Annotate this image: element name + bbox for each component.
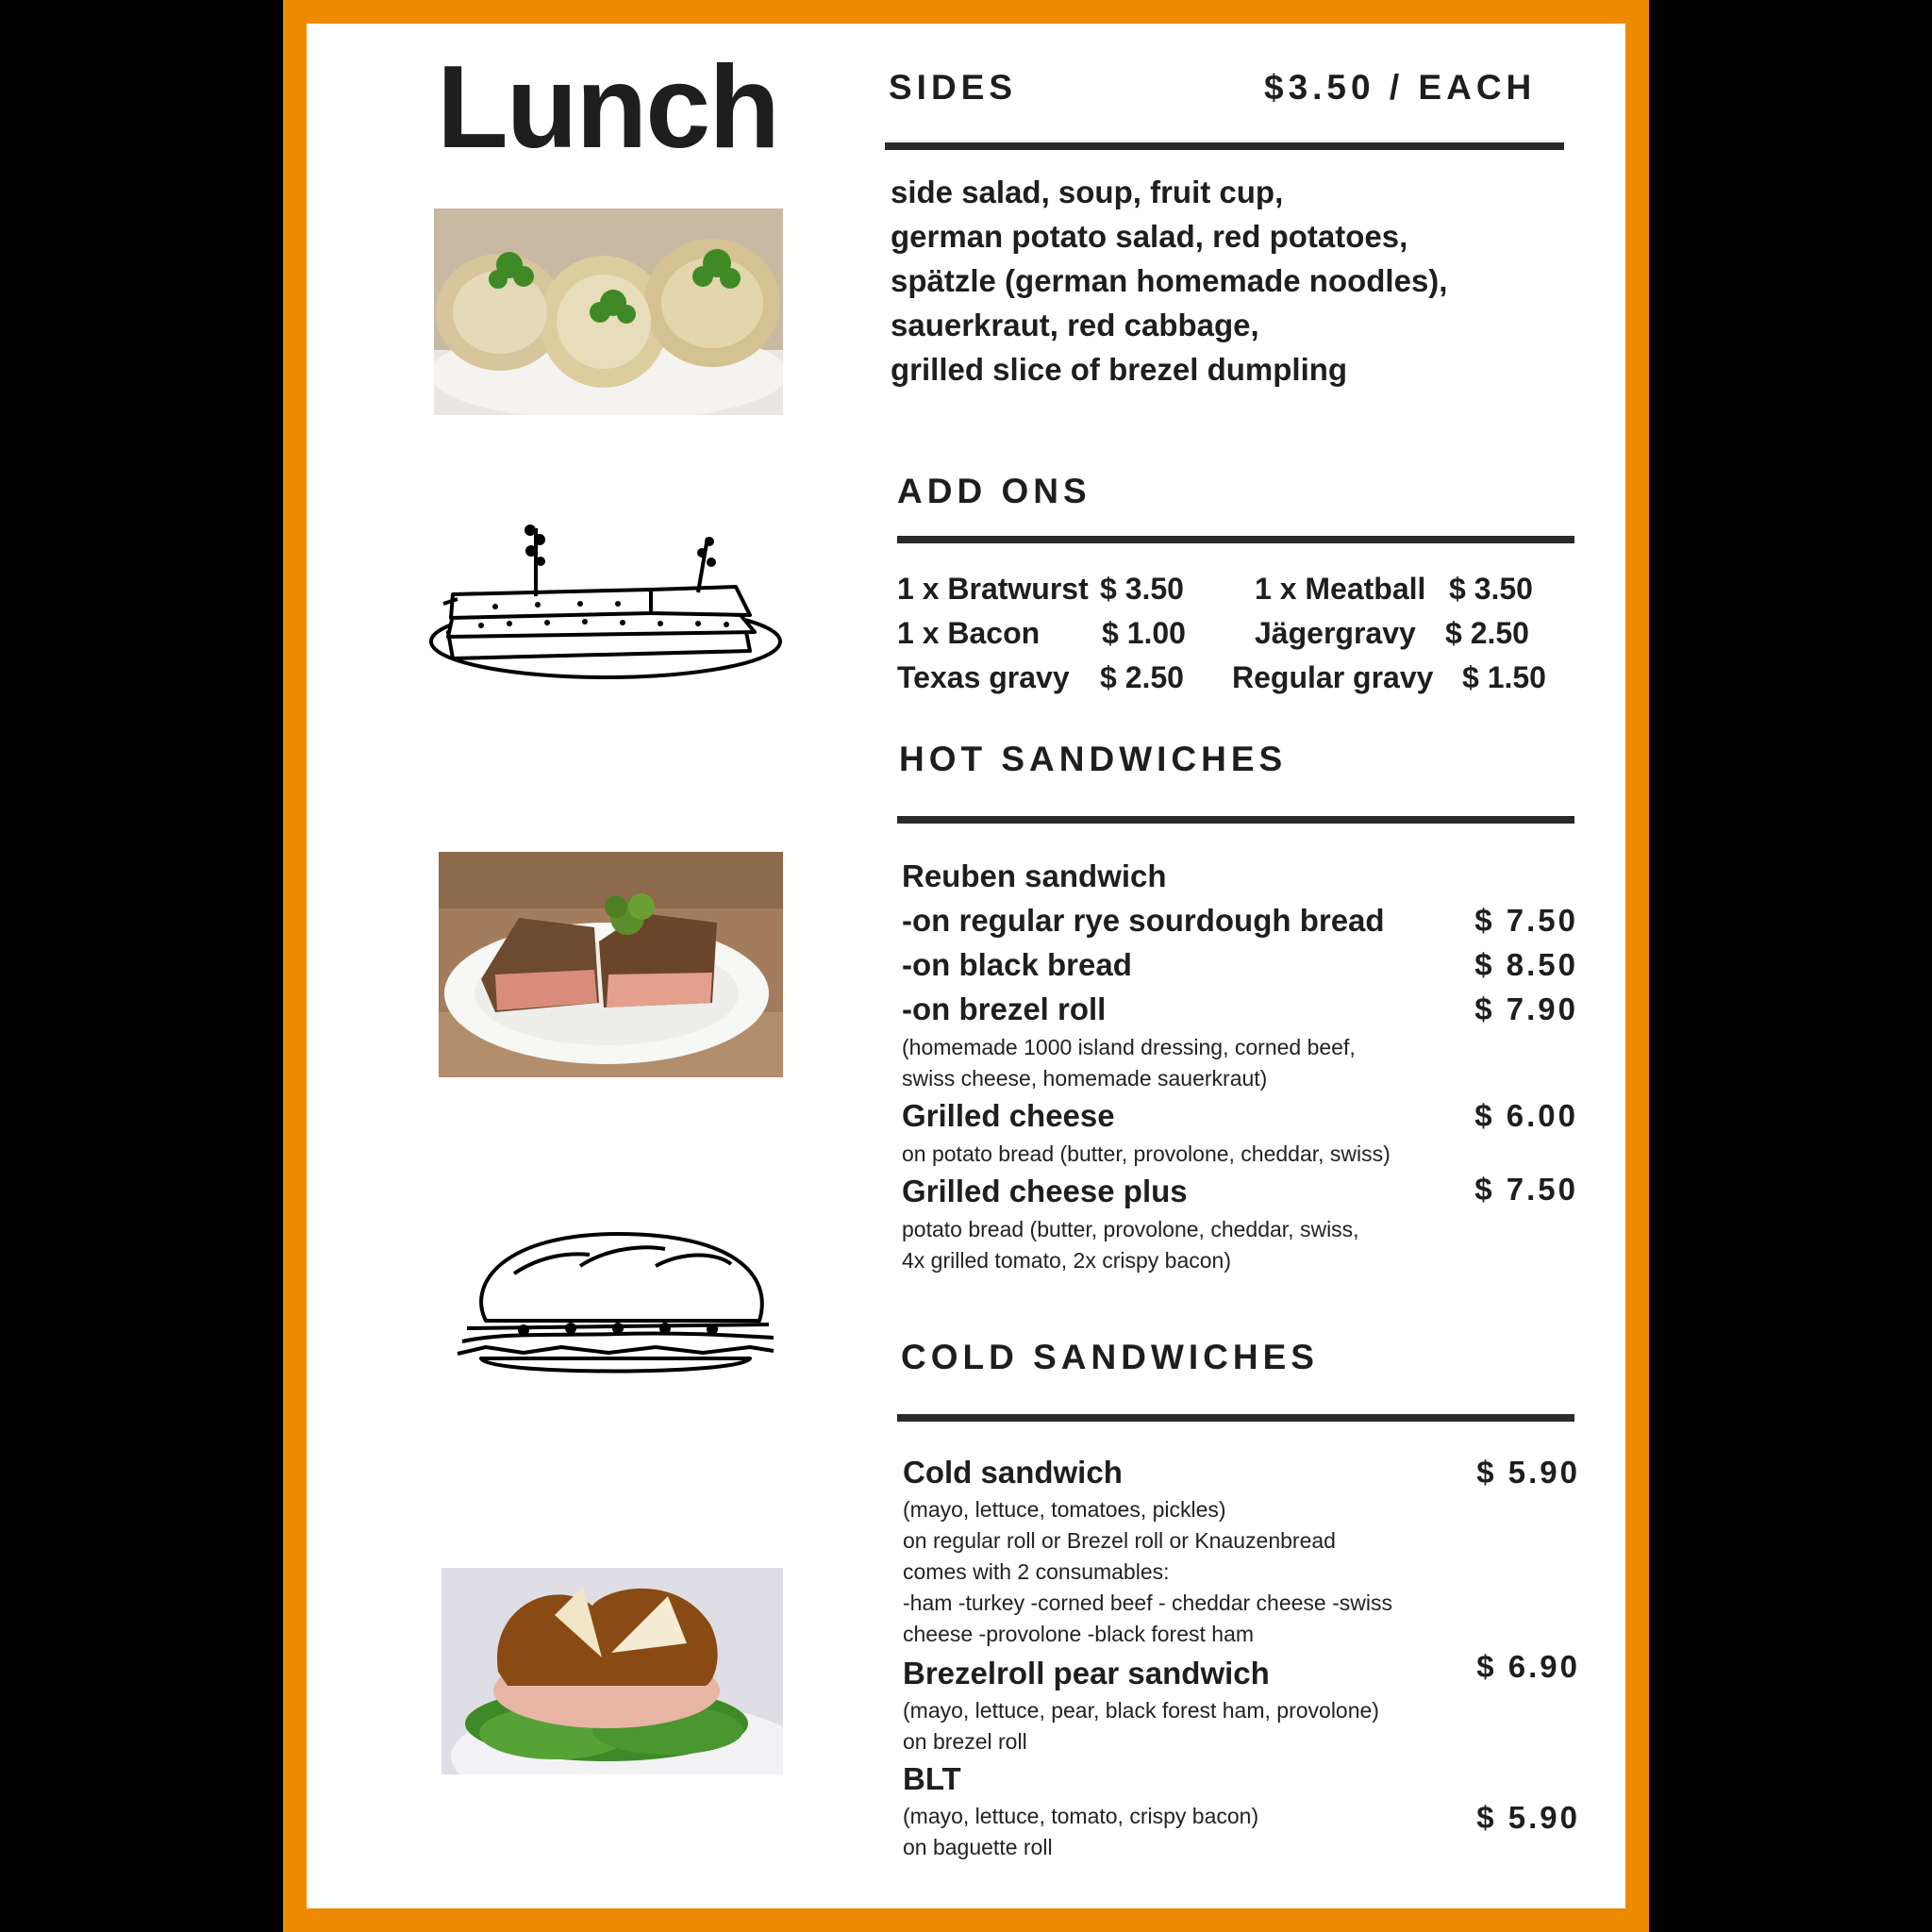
club-sandwich-drawing — [425, 509, 788, 693]
sides-line: german potato salad, red potatoes, — [891, 219, 1408, 254]
add-on-name: Texas gravy — [897, 660, 1070, 694]
item-name: Grilled cheese plus — [902, 1174, 1188, 1208]
add-on-price: $ 1.00 — [1102, 616, 1186, 650]
item-price: $ 7.50 — [1474, 1172, 1578, 1207]
item-price: $ 5.90 — [1476, 1455, 1580, 1490]
description-line: comes with 2 consumables: — [903, 1559, 1170, 1584]
item-description — [902, 1032, 1356, 1094]
add-on-price: $ 3.50 — [1449, 572, 1533, 606]
add-on-name: 1 x Bratwurst — [897, 572, 1089, 606]
description-line: (mayo, lettuce, tomato, crispy bacon) — [903, 1804, 1259, 1828]
description-line: potato bread (butter, provolone, cheddar, swiss, — [902, 1217, 1359, 1241]
item-price: $ 6.00 — [1474, 1098, 1578, 1133]
description-line: on baguette roll — [903, 1835, 1053, 1859]
add-on-name: Jägergravy — [1255, 616, 1416, 650]
item-description — [902, 1214, 1359, 1276]
add-on-name: 1 x Bacon — [897, 616, 1041, 650]
item-price: $ 8.50 — [1474, 947, 1578, 982]
add-on-price: $ 1.50 — [1462, 660, 1546, 694]
item-name: Grilled cheese — [902, 1098, 1115, 1133]
item-price: $ 6.90 — [1476, 1649, 1580, 1684]
description-line: 4x grilled tomato, 2x crispy bacon) — [902, 1248, 1231, 1273]
sides-rule — [885, 142, 1564, 150]
description-line: on brezel roll — [903, 1729, 1027, 1754]
item-name: Reuben sandwich — [902, 858, 1167, 893]
sides-heading: SIDES — [889, 68, 1018, 107]
description-line: swiss cheese, homemade sauerkraut) — [902, 1066, 1268, 1091]
brezelroll-photo — [441, 1568, 783, 1774]
description-line: cheese -provolone -black forest ham — [903, 1622, 1255, 1646]
add-on-price: $ 2.50 — [1100, 660, 1184, 694]
item-option: -on black bread — [902, 947, 1132, 982]
item-name: BLT — [903, 1761, 961, 1796]
item-option: -on regular rye sourdough bread — [902, 903, 1385, 938]
description-line: (homemade 1000 island dressing, corned beef, — [902, 1035, 1356, 1059]
cold-sandwiches-rule — [897, 1414, 1574, 1422]
item-description — [902, 1139, 1391, 1170]
sides-line: sauerkraut, red cabbage, — [891, 308, 1259, 342]
page-title: Lunch — [437, 42, 778, 173]
add-on-price: $ 3.50 — [1100, 572, 1184, 606]
description-line: (mayo, lettuce, pear, black forest ham, provolone) — [903, 1698, 1379, 1723]
dumplings-photo — [434, 208, 783, 415]
item-name: Brezelroll pear sandwich — [903, 1656, 1270, 1690]
item-price: $ 7.50 — [1474, 903, 1578, 938]
hot-sandwiches-heading: HOT SANDWICHES — [899, 740, 1288, 778]
sides-line: side salad, soup, fruit cup, — [891, 175, 1284, 209]
add-ons-heading: ADD ONS — [897, 472, 1091, 510]
reuben-photo — [439, 852, 783, 1077]
sides-line: grilled slice of brezel dumpling — [891, 352, 1348, 387]
description-line: on regular roll or Brezel roll or Knauzenbread — [903, 1528, 1336, 1553]
sides-line: spätzle (german homemade noodles), — [891, 263, 1448, 298]
item-price: $ 7.90 — [1474, 991, 1578, 1026]
item-name: Cold sandwich — [903, 1455, 1123, 1490]
sides-list — [891, 170, 1447, 391]
cold-sandwiches-heading: COLD SANDWICHES — [901, 1338, 1319, 1376]
description-line: on potato bread (butter, provolone, cheddar, swiss) — [902, 1141, 1391, 1166]
hot-sandwiches-rule — [897, 816, 1574, 824]
sub-sandwich-drawing — [448, 1226, 783, 1377]
add-on-name: Regular gravy — [1232, 660, 1434, 694]
item-description — [903, 1695, 1379, 1757]
description-line: -ham -turkey -corned beef - cheddar cheese -swiss — [903, 1591, 1392, 1615]
item-description — [903, 1801, 1258, 1863]
item-price: $ 5.90 — [1476, 1800, 1580, 1835]
add-ons-rule — [897, 536, 1574, 543]
item-description — [903, 1494, 1392, 1650]
sides-price: $3.50 / EACH — [1264, 68, 1537, 107]
add-on-price: $ 2.50 — [1445, 616, 1529, 650]
item-option: -on brezel roll — [902, 991, 1107, 1026]
description-line: (mayo, lettuce, tomatoes, pickles) — [903, 1497, 1226, 1522]
add-on-name: 1 x Meatball — [1255, 572, 1426, 606]
